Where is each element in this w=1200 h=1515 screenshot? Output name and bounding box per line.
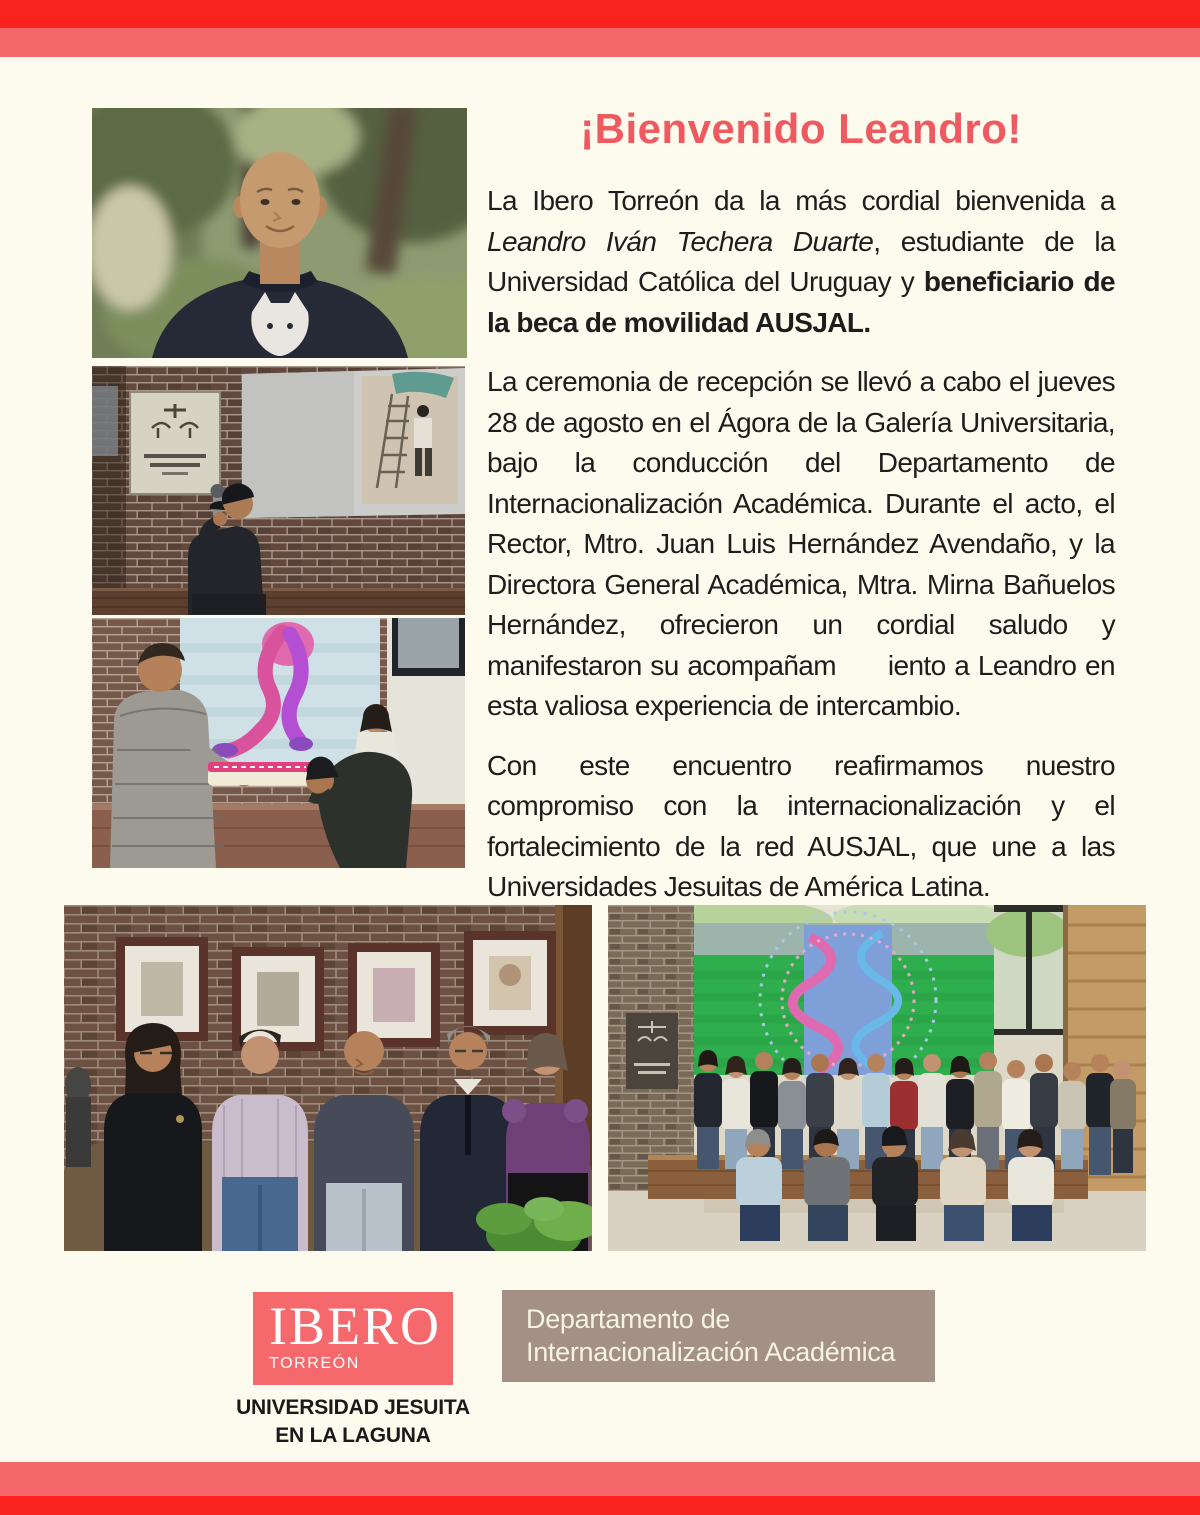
top-coral-bar — [0, 28, 1200, 57]
page-title: ¡Bienvenido Leandro! — [580, 105, 1022, 152]
student-name: Leandro Iván Techera Duarte — [487, 225, 874, 257]
plant — [476, 1197, 592, 1251]
intro-seg1: La Ibero Torreón da la más cordial bienvenida a — [487, 185, 1115, 216]
ibero-logo — [253, 1292, 453, 1385]
photo-leandro-speaking — [92, 366, 465, 615]
tagline-line2: EN LA LAGUNA — [275, 1424, 431, 1447]
intro-seg2: , estudiante de la Universidad Católica del Uruguay y — [487, 225, 1115, 297]
paragraph-intro — [487, 181, 1115, 343]
department-banner — [502, 1290, 935, 1382]
logo-tagline — [233, 1394, 473, 1450]
group-office-illustration — [64, 905, 592, 1251]
photo-cake-presentation — [92, 618, 465, 868]
cake-illustration — [92, 618, 465, 868]
speaking-illustration — [92, 366, 465, 615]
university-plaque — [130, 392, 220, 494]
projection-screen — [242, 368, 465, 518]
tagline-line1: UNIVERSIDAD JESUITA — [236, 1396, 470, 1419]
top-red-bar — [0, 0, 1200, 28]
paragraph-commitment: Con este encuentro reafirmamos nuestro compromiso con la internacionalización y el fortalecimiento de la red AUSJAL, que une a las Universidades Jesuitas de América Latina. — [487, 749, 1115, 902]
department-line1: Departamento de — [526, 1304, 731, 1334]
portrait-illustration — [92, 108, 467, 358]
cake — [208, 762, 312, 785]
bottom-coral-bar — [0, 1462, 1200, 1496]
photo-leandro-portrait — [92, 108, 467, 358]
photo-group-office — [64, 905, 592, 1251]
scholarship-highlight: beneficiario de la beca de movilidad AUSJAL. — [487, 266, 1115, 338]
ibero-campus: TORREÓN — [269, 1355, 360, 1372]
department-line2: Internacionalización Académica — [526, 1337, 896, 1367]
bottom-red-bar — [0, 1496, 1200, 1515]
ibero-wordmark: IBERO — [269, 1296, 441, 1356]
paragraph-ceremony: La ceremonia de recepción se llevó a cabo el jueves 28 de agosto en el Ágora de la Galería Universitaria, bajo la conducción del Departamento de Internacionalización Académica. Durante el acto, el Rector, Mtro. Juan Luis Hernández Avendaño, y la Directora General Académica, Mtra. Mirna Bañuelos Hernández, ofrecieron un cordial saludo y manifestaron su acompañam iento a Leandro en esta valiosa experiencia de intercambio. — [487, 366, 1115, 721]
group-auditorium-illustration — [608, 905, 1146, 1251]
article — [487, 104, 1115, 927]
photo-group-auditorium — [608, 905, 1146, 1251]
